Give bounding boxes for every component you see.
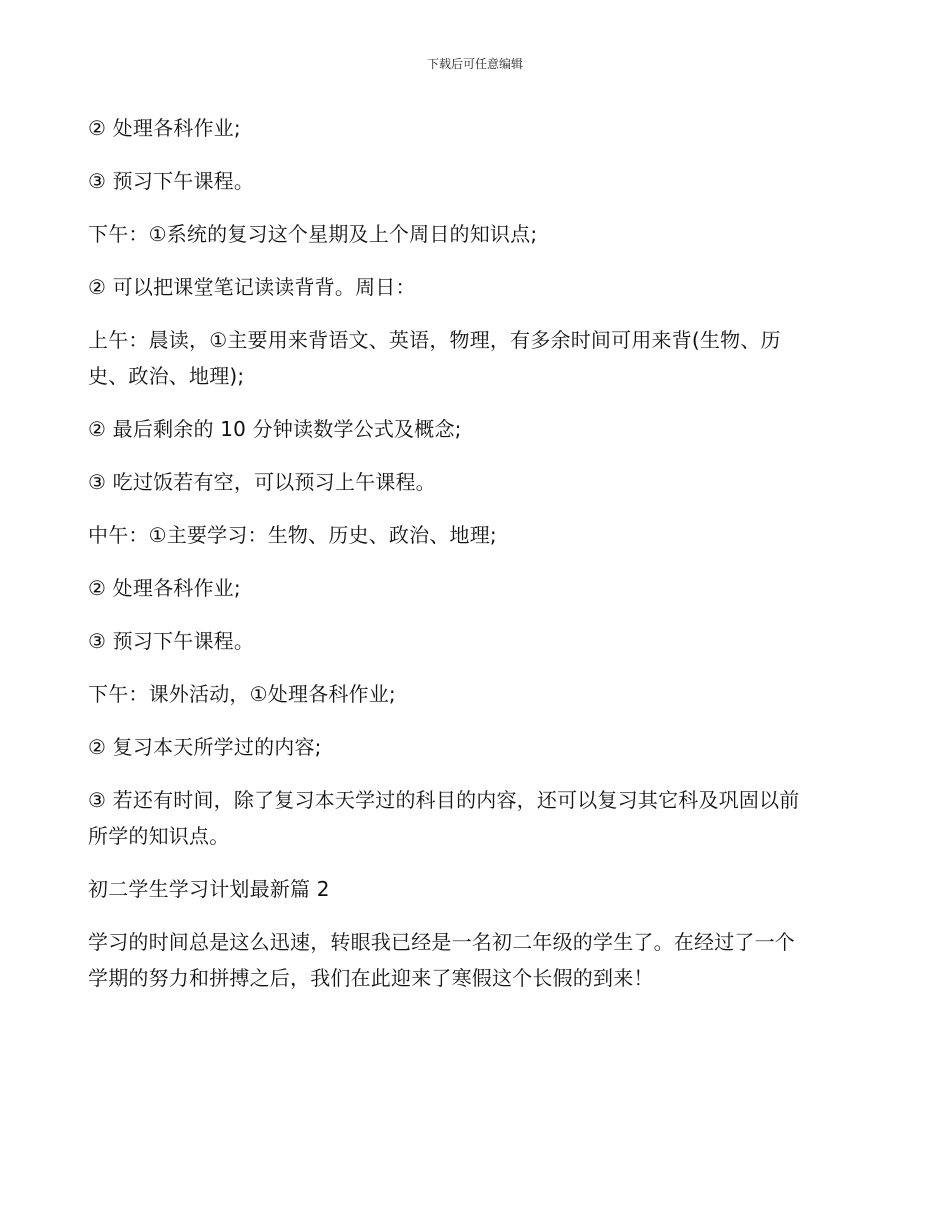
- paragraph-line: ③ 若还有时间，除了复习本天学过的科目的内容，还可以复习其它科及巩固以前: [88, 788, 800, 812]
- paragraph-15: [88, 924, 868, 996]
- paragraph-line: ③ 预习下午课程。: [88, 169, 255, 193]
- paragraph-11: [88, 676, 868, 712]
- paragraph-line: 下午：课外活动，①处理各科作业;: [88, 682, 396, 706]
- paragraph-8: [88, 517, 868, 553]
- paragraph-line: ③ 预习下午课程。: [88, 629, 255, 653]
- paragraph-9: [88, 570, 868, 606]
- paragraph-2: [88, 163, 868, 199]
- paragraph-line: 上午：晨读，①主要用来背语文、英语，物理，有多余时间可用来背(生物、历: [88, 328, 781, 352]
- section-heading: [88, 871, 868, 907]
- paragraph-4: [88, 269, 868, 305]
- page-header: 下载后可任意编辑: [426, 57, 523, 71]
- paragraph-line: 学习的时间总是这么迅速，转眼我已经是一名初二年级的学生了。在经过了一个: [88, 930, 795, 954]
- paragraph-1: [88, 110, 868, 146]
- paragraph-line: 下午：①系统的复习这个星期及上个周日的知识点;: [88, 222, 538, 246]
- paragraph-line: ② 复习本天所学过的内容;: [88, 735, 322, 759]
- paragraph-7: [88, 464, 868, 500]
- paragraph-6: [88, 411, 868, 447]
- document-body: [88, 110, 868, 1013]
- paragraph-line: 史、政治、地理);: [88, 364, 245, 388]
- paragraph-line: ② 最后剩余的 10 分钟读数学公式及概念;: [88, 417, 462, 441]
- paragraph-13: [88, 782, 868, 854]
- paragraph-line: ③ 吃过饭若有空，可以预习上午课程。: [88, 470, 436, 494]
- paragraph-12: [88, 729, 868, 765]
- paragraph-line: ② 处理各科作业;: [88, 576, 241, 600]
- paragraph-line: 学期的努力和拼搏之后，我们在此迎来了寒假这个长假的到来！: [88, 966, 654, 990]
- paragraph-3: [88, 216, 868, 252]
- paragraph-line: 所学的知识点。: [88, 824, 230, 848]
- paragraph-line: ② 可以把课堂笔记读读背背。周日：: [88, 275, 416, 299]
- paragraph-line: ② 处理各科作业;: [88, 116, 241, 140]
- paragraph-10: [88, 623, 868, 659]
- paragraph-line: 初二学生学习计划最新篇 2: [88, 877, 330, 901]
- paragraph-5: [88, 322, 868, 394]
- paragraph-line: 中午：①主要学习：生物、历史、政治、地理;: [88, 523, 497, 547]
